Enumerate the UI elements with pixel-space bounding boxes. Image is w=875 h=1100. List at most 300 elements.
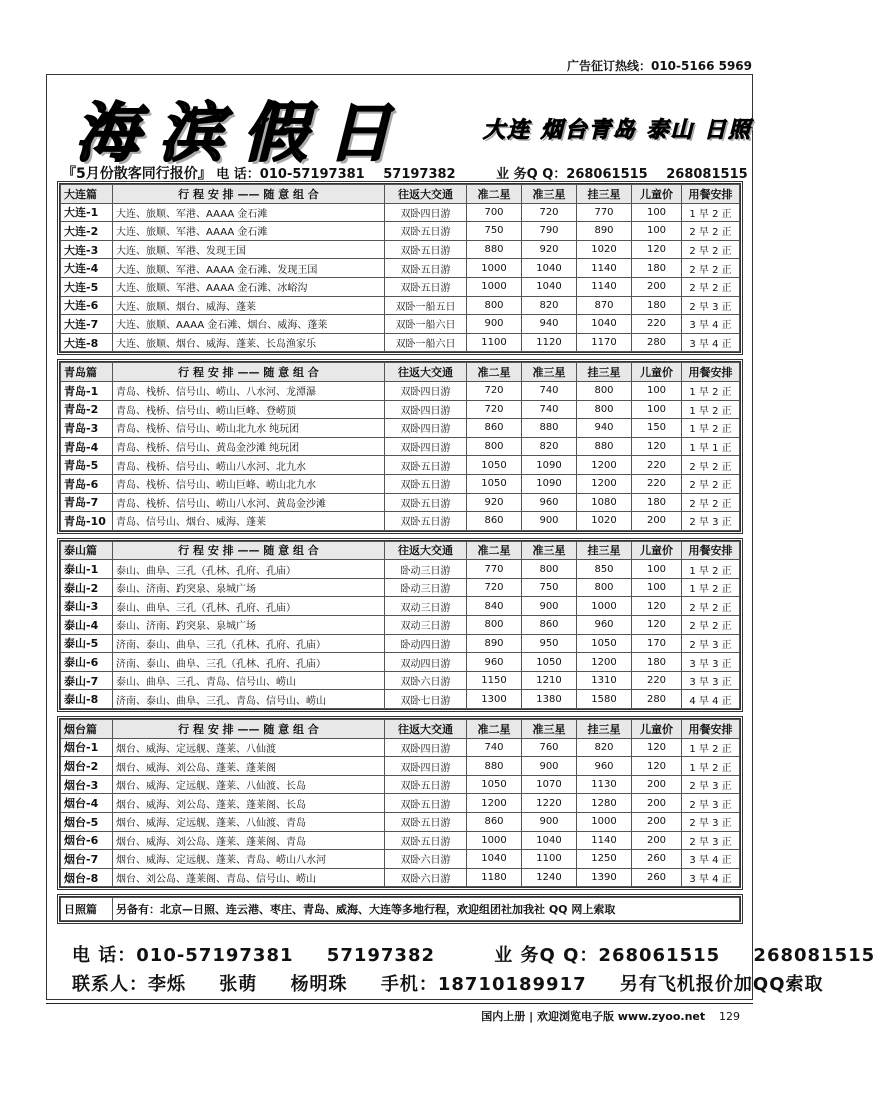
table-row: [61, 671, 740, 690]
price-title: 『5月份散客同行报价』: [62, 166, 212, 182]
tour-route: 青岛、栈桥、信号山、崂山巨峰、崂山北九水: [113, 474, 385, 493]
table-row: [61, 757, 740, 776]
price-child: 220: [632, 671, 682, 690]
tour-code: 大连-2: [61, 222, 113, 241]
price-star3: 820: [522, 296, 577, 315]
meal-plan: 2 早 3 正: [682, 794, 740, 813]
footer-plane-note: 另有飞机报价加QQ索取: [619, 974, 824, 995]
tour-route: 青岛、栈桥、信号山、崂山巨峰、登崂顶: [113, 400, 385, 419]
price-star3g: 1020: [577, 240, 632, 259]
footer-mobile: 手机：18710189917: [380, 974, 587, 995]
table-row: [61, 616, 740, 635]
meal-plan: 2 早 2 正: [682, 259, 740, 278]
tour-route: 青岛、栈桥、信号山、崂山八水河、北九水: [113, 456, 385, 475]
tour-transport: 双卧四日游: [385, 400, 467, 419]
table-row: [61, 634, 740, 653]
footer-contact-2: 张萌: [219, 974, 258, 995]
price-star3g: 1000: [577, 597, 632, 616]
price-star3g: 870: [577, 296, 632, 315]
table-row: [61, 868, 740, 887]
price-star3g: 1170: [577, 333, 632, 352]
tour-transport: 双卧一船六日: [385, 333, 467, 352]
meal-plan: 1 早 2 正: [682, 381, 740, 400]
price-star3g: 1200: [577, 653, 632, 672]
tour-route: 济南、泰山、曲阜、三孔（孔林、孔府、孔庙）: [113, 634, 385, 653]
tour-code: 泰山-3: [61, 597, 113, 616]
tour-transport: 双卧一船五日: [385, 296, 467, 315]
meal-plan: 2 早 3 正: [682, 296, 740, 315]
tour-code: 大连-7: [61, 315, 113, 334]
meal-plan: 1 早 2 正: [682, 738, 740, 757]
price-star3g: 960: [577, 616, 632, 635]
price-child: 120: [632, 738, 682, 757]
meal-plan: 2 早 3 正: [682, 775, 740, 794]
price-star3g: 1390: [577, 868, 632, 887]
page-info-text: 国内上册 | 欢迎浏览电子版 www.zyoo.net: [481, 1010, 706, 1023]
price-star3: 740: [522, 381, 577, 400]
table-row: [61, 794, 740, 813]
price-star3g: 1000: [577, 813, 632, 832]
transport-header: 往返大交通: [385, 363, 467, 382]
price-child: 120: [632, 597, 682, 616]
price-child: 180: [632, 259, 682, 278]
price-child: 120: [632, 757, 682, 776]
price-child: 220: [632, 315, 682, 334]
price-star2: 700: [467, 203, 522, 222]
price-star2: 1300: [467, 690, 522, 709]
price-star3g: 1040: [577, 315, 632, 334]
price-star3: 1090: [522, 474, 577, 493]
price-child: 100: [632, 381, 682, 400]
tour-route: 烟台、威海、刘公岛、蓬莱、蓬莱阁、青岛: [113, 831, 385, 850]
table-row: [61, 381, 740, 400]
price-star2: 1050: [467, 474, 522, 493]
price-star2: 1000: [467, 831, 522, 850]
section-name: 青岛篇: [61, 363, 113, 382]
tel-label: 电 话：010-57197381: [216, 167, 365, 182]
price-star2: 900: [467, 315, 522, 334]
meal-plan: 2 早 2 正: [682, 616, 740, 635]
child-header: 儿童价: [632, 363, 682, 382]
meal-header: 用餐安排: [682, 363, 740, 382]
star3g-header: 挂三星: [577, 363, 632, 382]
tour-code: 烟台-3: [61, 775, 113, 794]
table-row: [61, 419, 740, 438]
footer-contact-line: [72, 941, 875, 967]
table-row: [61, 560, 740, 579]
tour-code: 烟台-5: [61, 813, 113, 832]
star3-header: 准三星: [522, 720, 577, 739]
meal-plan: 2 早 2 正: [682, 456, 740, 475]
footer-people-line: [72, 970, 824, 996]
footer-tel-2: 57197382: [326, 945, 435, 966]
tour-route: 泰山、曲阜、三孔（孔林、孔府、孔庙）: [113, 560, 385, 579]
price-star2: 1100: [467, 333, 522, 352]
tour-route: 泰山、曲阜、三孔（孔林、孔府、孔庙）: [113, 597, 385, 616]
price-star2: 1180: [467, 868, 522, 887]
price-child: 200: [632, 794, 682, 813]
tour-route: 大连、旅顺、军港、发现王国: [113, 240, 385, 259]
price-child: 220: [632, 456, 682, 475]
tour-route: 青岛、信号山、烟台、威海、蓬莱: [113, 512, 385, 531]
footer-tel: 电 话：010-57197381: [72, 945, 294, 966]
price-child: 100: [632, 560, 682, 579]
price-star3g: 940: [577, 419, 632, 438]
tour-code: 大连-1: [61, 203, 113, 222]
price-star3g: 1200: [577, 456, 632, 475]
tour-code: 青岛-2: [61, 400, 113, 419]
price-star3g: 1580: [577, 690, 632, 709]
tour-route: 大连、旅顺、军港、AAAA 金石滩、发现王国: [113, 259, 385, 278]
tour-code: 青岛-7: [61, 493, 113, 512]
price-child: 200: [632, 831, 682, 850]
section-name: 烟台篇: [61, 720, 113, 739]
price-star3g: 1250: [577, 850, 632, 869]
tour-transport: 卧动三日游: [385, 560, 467, 579]
tour-route: 烟台、刘公岛、蓬莱阁、青岛、信号山、崂山: [113, 868, 385, 887]
tour-transport: 双卧四日游: [385, 203, 467, 222]
price-child: 170: [632, 634, 682, 653]
price-star2: 1200: [467, 794, 522, 813]
tour-route: 泰山、济南、趵突泉、泉城广场: [113, 578, 385, 597]
tour-transport: 双卧六日游: [385, 671, 467, 690]
tour-transport: 双卧五日游: [385, 474, 467, 493]
page-number: 129: [719, 1010, 740, 1023]
meal-plan: 2 早 2 正: [682, 597, 740, 616]
tour-code: 大连-8: [61, 333, 113, 352]
price-star3: 1120: [522, 333, 577, 352]
price-star3g: 1130: [577, 775, 632, 794]
star3g-header: 挂三星: [577, 185, 632, 204]
price-star3g: 1280: [577, 794, 632, 813]
tour-transport: 双卧五日游: [385, 831, 467, 850]
page-info: [481, 1008, 740, 1024]
price-star2: 800: [467, 437, 522, 456]
table-row: [61, 850, 740, 869]
table-row: [61, 512, 740, 531]
price-tables: [57, 181, 743, 928]
transport-header: 往返大交通: [385, 185, 467, 204]
price-star3g: 800: [577, 578, 632, 597]
meal-plan: 2 早 2 正: [682, 222, 740, 241]
price-star3: 1040: [522, 831, 577, 850]
table-row: [61, 333, 740, 352]
price-star3: 750: [522, 578, 577, 597]
price-star3: 940: [522, 315, 577, 334]
tour-transport: 双卧七日游: [385, 690, 467, 709]
price-star2: 1040: [467, 850, 522, 869]
subheader: [62, 163, 748, 183]
tour-code: 青岛-5: [61, 456, 113, 475]
table-row: [61, 456, 740, 475]
price-child: 100: [632, 203, 682, 222]
tour-code: 青岛-10: [61, 512, 113, 531]
meal-plan: 1 早 2 正: [682, 419, 740, 438]
price-star3: 860: [522, 616, 577, 635]
tour-transport: 卧动三日游: [385, 578, 467, 597]
table-row: [61, 277, 740, 296]
tour-transport: 双动三日游: [385, 616, 467, 635]
tour-transport: 双卧四日游: [385, 419, 467, 438]
table-row: [61, 474, 740, 493]
meal-plan: 4 早 4 正: [682, 690, 740, 709]
tour-route: 济南、泰山、曲阜、三孔、青岛、信号山、崂山: [113, 690, 385, 709]
price-star3: 1040: [522, 259, 577, 278]
tour-route: 青岛、栈桥、信号山、黄岛金沙滩 纯玩团: [113, 437, 385, 456]
child-header: 儿童价: [632, 541, 682, 560]
tour-code: 大连-4: [61, 259, 113, 278]
rizhao-note: 另备有：北京—日照、连云港、枣庄、青岛、威海、大连等多地行程，欢迎组团社加我社 QQ 网上索取: [113, 898, 740, 921]
price-star2: 1150: [467, 671, 522, 690]
meal-plan: 1 早 2 正: [682, 400, 740, 419]
table-row: [61, 813, 740, 832]
meal-plan: 2 早 3 正: [682, 512, 740, 531]
price-star3g: 1200: [577, 474, 632, 493]
tour-route: 烟台、威海、定远舰、蓬莱、青岛、崂山八水河: [113, 850, 385, 869]
tour-route: 青岛、栈桥、信号山、崂山八水河、黄岛金沙滩: [113, 493, 385, 512]
price-star2: 860: [467, 419, 522, 438]
price-star2: 800: [467, 616, 522, 635]
tour-route: 烟台、威海、刘公岛、蓬莱、蓬莱阁、长岛: [113, 794, 385, 813]
star3-header: 准三星: [522, 541, 577, 560]
footer-contact: 联系人：李烁: [72, 974, 186, 995]
price-child: 200: [632, 775, 682, 794]
price-child: 120: [632, 437, 682, 456]
table-row: [61, 775, 740, 794]
meal-plan: 3 早 4 正: [682, 850, 740, 869]
price-star3: 900: [522, 512, 577, 531]
table-row: [61, 240, 740, 259]
tour-transport: 双卧五日游: [385, 456, 467, 475]
tour-route: 烟台、威海、定远舰、蓬莱、八仙渡、青岛: [113, 813, 385, 832]
qq-label: 业 务Q Q：268061515: [496, 167, 648, 182]
tour-code: 大连-3: [61, 240, 113, 259]
tour-transport: 双卧五日游: [385, 493, 467, 512]
meal-plan: 1 早 2 正: [682, 578, 740, 597]
transport-header: 往返大交通: [385, 541, 467, 560]
price-child: 280: [632, 333, 682, 352]
table-row: [61, 597, 740, 616]
tour-transport: 双卧四日游: [385, 757, 467, 776]
meal-plan: 2 早 2 正: [682, 474, 740, 493]
tour-transport: 卧动四日游: [385, 634, 467, 653]
price-star3g: 880: [577, 437, 632, 456]
brand-cities: 大连 烟台青岛 泰山 日照: [483, 117, 752, 143]
tour-code: 泰山-5: [61, 634, 113, 653]
price-star2: 860: [467, 813, 522, 832]
price-star2: 840: [467, 597, 522, 616]
meal-header: 用餐安排: [682, 185, 740, 204]
star2-header: 准二星: [467, 720, 522, 739]
price-child: 200: [632, 277, 682, 296]
price-child: 200: [632, 512, 682, 531]
price-star3: 960: [522, 493, 577, 512]
price-star2: 1050: [467, 456, 522, 475]
tour-transport: 双卧五日游: [385, 512, 467, 531]
table-row: [61, 315, 740, 334]
section-name: 泰山篇: [61, 541, 113, 560]
price-star3: 1070: [522, 775, 577, 794]
meal-plan: 3 早 4 正: [682, 315, 740, 334]
tour-route: 大连、旅顺、烟台、威海、蓬莱: [113, 296, 385, 315]
price-star2: 960: [467, 653, 522, 672]
tour-code: 烟台-8: [61, 868, 113, 887]
meal-plan: 3 早 3 正: [682, 653, 740, 672]
price-child: 180: [632, 493, 682, 512]
tour-transport: 双卧四日游: [385, 437, 467, 456]
price-star2: 800: [467, 296, 522, 315]
table-row: [61, 738, 740, 757]
tour-transport: 双卧四日游: [385, 381, 467, 400]
table-row: [61, 690, 740, 709]
price-star3g: 800: [577, 381, 632, 400]
meal-header: 用餐安排: [682, 541, 740, 560]
price-star3: 900: [522, 813, 577, 832]
tour-transport: 双卧六日游: [385, 868, 467, 887]
qq-2: 268081515: [666, 167, 748, 182]
footer-qq: 业 务Q Q：268061515: [494, 945, 721, 966]
tour-route: 烟台、威海、定远舰、蓬莱、八仙渡、长岛: [113, 775, 385, 794]
tour-route: 泰山、曲阜、三孔、青岛、信号山、崂山: [113, 671, 385, 690]
price-star2: 770: [467, 560, 522, 579]
section-block: [57, 359, 743, 533]
rizhao-label: 日照篇: [61, 898, 113, 921]
meal-plan: 2 早 2 正: [682, 240, 740, 259]
section-name: 大连篇: [61, 185, 113, 204]
bottom-rule: [46, 1003, 753, 1004]
price-child: 120: [632, 240, 682, 259]
tour-code: 泰山-2: [61, 578, 113, 597]
route-header: 行 程 安 排 —— 随 意 组 合: [113, 541, 385, 560]
tour-transport: 双卧六日游: [385, 850, 467, 869]
tour-route: 青岛、栈桥、信号山、崂山北九水 纯玩团: [113, 419, 385, 438]
tour-route: 烟台、威海、刘公岛、蓬莱、蓬莱阁: [113, 757, 385, 776]
tour-code: 烟台-1: [61, 738, 113, 757]
star2-header: 准二星: [467, 541, 522, 560]
meal-header: 用餐安排: [682, 720, 740, 739]
price-star2: 1000: [467, 259, 522, 278]
price-star3: 880: [522, 419, 577, 438]
price-child: 280: [632, 690, 682, 709]
price-star3: 920: [522, 240, 577, 259]
table-row: [61, 437, 740, 456]
price-star2: 880: [467, 757, 522, 776]
tour-code: 青岛-6: [61, 474, 113, 493]
price-star3g: 1080: [577, 493, 632, 512]
tour-transport: 双卧五日游: [385, 240, 467, 259]
price-star3: 800: [522, 560, 577, 579]
price-star3g: 800: [577, 400, 632, 419]
tour-route: 济南、泰山、曲阜、三孔（孔林、孔府、孔庙）: [113, 653, 385, 672]
transport-header: 往返大交通: [385, 720, 467, 739]
table-row: [61, 259, 740, 278]
price-child: 200: [632, 813, 682, 832]
tour-route: 烟台、威海、定远舰、蓬莱、八仙渡: [113, 738, 385, 757]
tour-transport: 双卧四日游: [385, 738, 467, 757]
table-row: [61, 493, 740, 512]
price-star3: 1240: [522, 868, 577, 887]
meal-plan: 2 早 3 正: [682, 634, 740, 653]
tour-transport: 双动四日游: [385, 653, 467, 672]
tour-transport: 双动三日游: [385, 597, 467, 616]
tour-transport: 双卧五日游: [385, 277, 467, 296]
tour-route: 大连、旅顺、军港、AAAA 金石滩: [113, 222, 385, 241]
price-star3: 1100: [522, 850, 577, 869]
price-star2: 720: [467, 381, 522, 400]
price-star3: 1380: [522, 690, 577, 709]
tour-code: 烟台-7: [61, 850, 113, 869]
price-child: 100: [632, 222, 682, 241]
price-star3g: 1140: [577, 259, 632, 278]
meal-plan: 2 早 3 正: [682, 831, 740, 850]
price-star2: 920: [467, 493, 522, 512]
price-star3g: 1050: [577, 634, 632, 653]
star2-header: 准二星: [467, 363, 522, 382]
tour-route: 大连、旅顺、AAAA 金石滩、烟台、威海、蓬莱: [113, 315, 385, 334]
ad-hotline: 广告征订热线：010-5166 5969: [566, 59, 752, 73]
price-star2: 890: [467, 634, 522, 653]
price-child: 260: [632, 850, 682, 869]
price-star3: 900: [522, 757, 577, 776]
tour-transport: 双卧五日游: [385, 775, 467, 794]
price-star3: 720: [522, 203, 577, 222]
meal-plan: 1 早 2 正: [682, 560, 740, 579]
table-row: [61, 653, 740, 672]
child-header: 儿童价: [632, 720, 682, 739]
price-star3g: 1020: [577, 512, 632, 531]
price-star3: 1220: [522, 794, 577, 813]
tour-code: 烟台-2: [61, 757, 113, 776]
tour-transport: 双卧一船六日: [385, 315, 467, 334]
tour-code: 烟台-6: [61, 831, 113, 850]
price-star2: 860: [467, 512, 522, 531]
meal-plan: 3 早 4 正: [682, 868, 740, 887]
tour-code: 泰山-8: [61, 690, 113, 709]
table-row: [61, 400, 740, 419]
section-block: [57, 538, 743, 712]
meal-plan: 3 早 4 正: [682, 333, 740, 352]
price-star3g: 1140: [577, 831, 632, 850]
tour-route: 大连、旅顺、军港、AAAA 金石滩: [113, 203, 385, 222]
star3-header: 准三星: [522, 185, 577, 204]
price-star2: 880: [467, 240, 522, 259]
tour-code: 烟台-4: [61, 794, 113, 813]
section-block: [57, 716, 743, 890]
price-child: 100: [632, 400, 682, 419]
price-star3g: 890: [577, 222, 632, 241]
tour-code: 青岛-3: [61, 419, 113, 438]
route-header: 行 程 安 排 —— 随 意 组 合: [113, 363, 385, 382]
tour-code: 泰山-1: [61, 560, 113, 579]
price-star2: 1050: [467, 775, 522, 794]
price-star3g: 820: [577, 738, 632, 757]
price-child: 220: [632, 474, 682, 493]
price-star3: 820: [522, 437, 577, 456]
table-row: [61, 831, 740, 850]
tel-2: 57197382: [383, 167, 456, 182]
child-header: 儿童价: [632, 185, 682, 204]
tour-code: 大连-6: [61, 296, 113, 315]
price-star3: 1050: [522, 653, 577, 672]
tour-route: 青岛、栈桥、信号山、崂山、八水河、龙潭瀑: [113, 381, 385, 400]
tour-code: 青岛-4: [61, 437, 113, 456]
price-child: 120: [632, 616, 682, 635]
table-row: [61, 203, 740, 222]
footer-qq-2: 268081515: [753, 945, 875, 966]
meal-plan: 2 早 2 正: [682, 493, 740, 512]
meal-plan: 2 早 2 正: [682, 277, 740, 296]
price-star3g: 960: [577, 757, 632, 776]
